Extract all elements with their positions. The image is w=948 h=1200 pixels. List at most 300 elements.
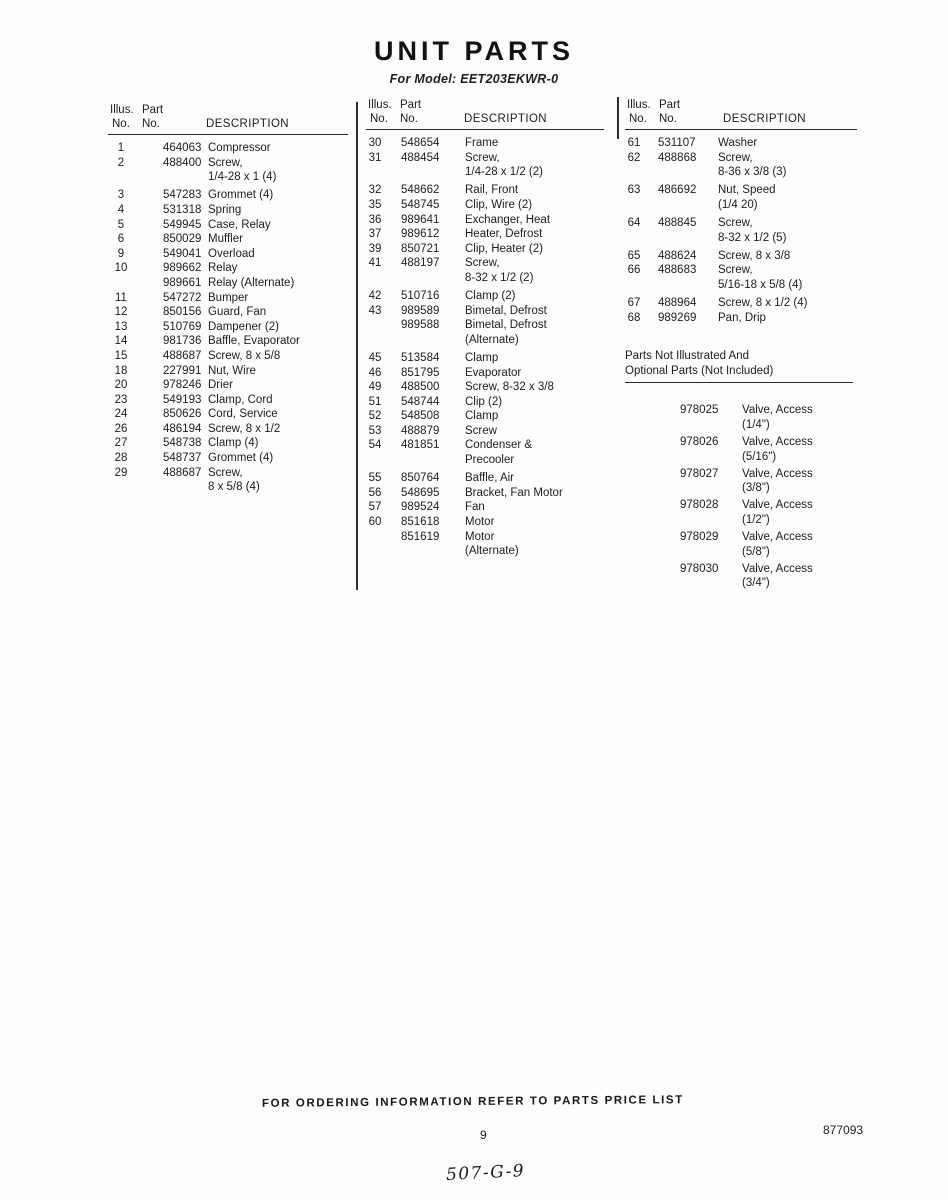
- part-no: 486692: [658, 184, 697, 197]
- illus-no: 46: [368, 366, 382, 379]
- illus-no: 45: [368, 351, 382, 364]
- parts-list-column-2: [366, 99, 604, 559]
- part-description: Clamp (2): [465, 290, 516, 303]
- parts-row: [366, 304, 604, 319]
- part-description: (5/16"): [742, 450, 777, 463]
- part-no: 548745: [401, 198, 440, 211]
- parts-row: [108, 141, 348, 156]
- part-no: 851619: [401, 530, 440, 543]
- part-no: 989641: [401, 213, 440, 226]
- parts-row: [625, 296, 857, 311]
- model-subtitle: For Model: EET203EKWR-0: [389, 72, 559, 86]
- illus-no: 6: [117, 233, 125, 246]
- illus-no: 3: [117, 189, 125, 202]
- illus-no: 53: [368, 424, 382, 437]
- parts-row: [366, 453, 604, 468]
- part-description: Drier: [208, 379, 233, 392]
- parts-row: [366, 351, 604, 366]
- column-divider-right: [617, 97, 619, 139]
- part-no: 850764: [401, 472, 440, 485]
- part-no: [134, 480, 208, 495]
- handwritten-note: 507-G-9: [445, 1160, 526, 1186]
- part-description: Grommet (4): [208, 189, 274, 202]
- part-description: Overload: [208, 247, 255, 260]
- page-number: 9: [480, 1128, 487, 1142]
- parts-row: [625, 198, 857, 213]
- header-rule: [108, 134, 348, 136]
- optional-part-row: [625, 530, 857, 545]
- parts-row: [366, 289, 604, 304]
- optional-parts-list: [625, 403, 857, 591]
- part-no: 548738: [163, 437, 202, 450]
- part-no: 981736: [163, 335, 202, 348]
- parts-row: [108, 218, 348, 233]
- optional-part-row: [625, 576, 857, 591]
- part-no: 486194: [163, 422, 202, 435]
- part-no: 547272: [163, 291, 202, 304]
- part-description: 8 x 5/8 (4): [208, 481, 260, 494]
- parts-row: [108, 276, 348, 291]
- part-no: 989661: [163, 276, 202, 289]
- description-header: DESCRIPTION: [464, 112, 547, 125]
- part-description: Clamp, Cord: [208, 393, 273, 406]
- part-description: Relay: [208, 262, 238, 275]
- illus-no: [625, 278, 643, 293]
- part-description: Screw, 8 x 1/2: [208, 422, 281, 435]
- illus-no: [108, 276, 134, 291]
- parts-row: [108, 291, 348, 306]
- parts-row: [108, 188, 348, 203]
- illus-no: [366, 318, 384, 333]
- illus-no: [625, 165, 643, 180]
- parts-row: [366, 366, 604, 381]
- part-description: (1/4 20): [718, 198, 758, 211]
- part-description: Cord, Service: [208, 408, 278, 421]
- illus-no: [108, 480, 134, 495]
- part-no: [680, 450, 742, 465]
- illus-no: 14: [114, 335, 128, 348]
- illus-no: 64: [627, 217, 641, 230]
- part-description: (Alternate): [465, 333, 519, 346]
- part-no: 850156: [163, 306, 202, 319]
- parts-row: [366, 136, 604, 151]
- parts-row: [366, 213, 604, 228]
- part-description: 8-32 x 1/2 (5): [718, 231, 787, 244]
- part-no: [384, 544, 465, 559]
- part-description: Clamp: [465, 351, 499, 364]
- parts-table-3: [625, 99, 857, 325]
- illus-no: 61: [627, 137, 641, 150]
- part-no: [643, 165, 718, 180]
- part-no: 488683: [658, 264, 697, 277]
- part-description: Washer: [718, 137, 758, 150]
- illus-no: 23: [114, 393, 128, 406]
- part-no: [680, 513, 742, 528]
- parts-row: [625, 263, 857, 278]
- part-no: 978026: [680, 436, 719, 449]
- parts-row: [625, 249, 857, 264]
- part-description: Bumper: [208, 291, 249, 304]
- part-description: Bimetal, Defrost: [465, 319, 547, 332]
- part-no: 531318: [163, 203, 202, 216]
- part-no: 488879: [401, 424, 440, 437]
- part-description: Frame: [465, 137, 499, 150]
- part-no: 978030: [680, 562, 719, 575]
- illus-no: 20: [114, 379, 128, 392]
- illus-no: [366, 453, 384, 468]
- part-no: 488964: [658, 297, 697, 310]
- illus-no: 11: [115, 291, 127, 304]
- parts-row: [366, 395, 604, 410]
- part-no: 989269: [658, 311, 697, 324]
- part-no: 488500: [401, 381, 440, 394]
- part-no: 989662: [163, 262, 202, 275]
- part-description: Valve, Access: [742, 562, 813, 575]
- part-no: 227991: [163, 364, 202, 377]
- part-description: Dampener (2): [208, 320, 279, 333]
- parts-row: [108, 451, 348, 466]
- part-no: [680, 545, 742, 560]
- part-description: Rail, Front: [465, 184, 519, 197]
- illus-no: 9: [117, 247, 125, 260]
- part-no: 978025: [680, 404, 719, 417]
- illus-no: 55: [368, 472, 382, 485]
- part-description: Valve, Access: [742, 467, 813, 480]
- part-description: (3/4"): [742, 577, 770, 590]
- part-no-header: No.: [142, 117, 160, 130]
- illus-no: 32: [368, 184, 382, 197]
- parts-row: [366, 500, 604, 515]
- part-description: Heater, Defrost: [465, 228, 543, 241]
- parts-row: [366, 424, 604, 439]
- part-header-label: Part: [659, 99, 681, 111]
- parts-row: [366, 380, 604, 395]
- parts-row: [625, 165, 857, 180]
- part-no: [643, 198, 718, 213]
- illus-no: [108, 170, 134, 185]
- part-description: 1/4-28 x 1/2 (2): [465, 166, 543, 179]
- illus-no: 39: [368, 242, 382, 255]
- parts-row: [108, 349, 348, 364]
- ordering-note: FOR ORDERING INFORMATION REFER TO PARTS PRICE LIST: [261, 1094, 684, 1110]
- part-no: 978029: [680, 531, 719, 544]
- illus-no: [625, 198, 643, 213]
- illus-header-label: Illus.: [110, 104, 134, 116]
- part-description: Relay (Alternate): [208, 276, 295, 289]
- part-description: Clamp (4): [208, 437, 259, 450]
- table-header: [366, 99, 604, 130]
- part-no: [384, 333, 465, 348]
- illus-no: 12: [114, 306, 128, 319]
- part-no: 548508: [401, 410, 440, 423]
- part-description: Bracket, Fan Motor: [465, 486, 563, 499]
- part-description: Screw,: [208, 466, 243, 479]
- optional-parts-heading: [625, 349, 853, 383]
- part-description: (1/2"): [742, 514, 770, 527]
- illus-no-header: No.: [629, 112, 647, 125]
- part-no: 850721: [401, 242, 440, 255]
- part-description: Screw,: [208, 156, 243, 169]
- parts-row: [625, 311, 857, 326]
- illus-no: 62: [627, 151, 641, 164]
- part-no: 548744: [401, 395, 440, 408]
- part-description: Compressor: [208, 142, 271, 155]
- part-description: 8-32 x 1/2 (2): [465, 271, 534, 284]
- optional-part-row: [625, 498, 857, 513]
- illus-no: 29: [114, 466, 128, 479]
- illus-header-label: Illus.: [627, 99, 651, 111]
- parts-row: [366, 165, 604, 180]
- parts-row: [108, 232, 348, 247]
- part-no: 989524: [401, 501, 440, 514]
- parts-row: [108, 156, 348, 171]
- parts-table-2: [366, 99, 604, 559]
- part-no: [384, 165, 465, 180]
- part-no: [643, 231, 718, 246]
- illus-no: [366, 165, 384, 180]
- part-description: Clip (2): [465, 395, 503, 408]
- illus-no: 36: [368, 213, 382, 226]
- part-no: 488624: [658, 249, 697, 262]
- parts-row: [108, 466, 348, 481]
- part-no: 488687: [163, 349, 202, 362]
- parts-row: [366, 256, 604, 271]
- part-no: 989612: [401, 228, 440, 241]
- part-no: [680, 481, 742, 496]
- parts-row: [108, 422, 348, 437]
- part-description: Muffler: [208, 233, 243, 246]
- parts-row: [108, 305, 348, 320]
- part-description: Screw, 8 x 1/2 (4): [718, 297, 808, 310]
- part-no: 549945: [163, 218, 202, 231]
- part-no: 549041: [163, 247, 202, 260]
- part-description: Condenser &: [465, 439, 533, 452]
- part-description: Valve, Access: [742, 436, 813, 449]
- parts-row: [108, 480, 348, 495]
- part-no: 978246: [163, 379, 202, 392]
- optional-heading-line1: Parts Not Illustrated And: [625, 350, 750, 363]
- part-no: 989589: [401, 304, 440, 317]
- illus-no: [366, 544, 384, 559]
- illus-no: [625, 231, 643, 246]
- optional-part-row: [625, 545, 857, 560]
- parts-row: [625, 136, 857, 151]
- part-description: Screw,: [465, 257, 500, 270]
- parts-row: [108, 334, 348, 349]
- part-description: Screw: [465, 424, 497, 437]
- part-header-label: Part: [400, 99, 422, 111]
- part-description: Motor: [465, 515, 495, 528]
- illus-no: 24: [114, 408, 128, 421]
- part-description: Evaporator: [465, 366, 522, 379]
- part-description: Clip, Heater (2): [465, 242, 543, 255]
- table-header: [108, 104, 348, 135]
- parts-list-column-1: [108, 104, 348, 495]
- part-no-header: No.: [400, 112, 418, 125]
- optional-part-row: [625, 513, 857, 528]
- illus-no: 13: [114, 320, 128, 333]
- parts-row: [366, 318, 604, 333]
- part-no: [384, 453, 465, 468]
- parts-row: [108, 320, 348, 335]
- parts-row: [366, 271, 604, 286]
- illus-no: 4: [117, 203, 125, 216]
- part-no: 488197: [401, 257, 440, 270]
- optional-part-row: [625, 403, 857, 418]
- optional-part-row: [625, 450, 857, 465]
- part-description: (5/8"): [742, 545, 770, 558]
- illus-no: 10: [114, 262, 128, 275]
- parts-row: [366, 242, 604, 257]
- parts-row: [108, 436, 348, 451]
- illus-no: 65: [627, 249, 641, 262]
- description-header: DESCRIPTION: [723, 112, 806, 125]
- parts-row: [366, 151, 604, 166]
- parts-row: [108, 364, 348, 379]
- part-no-header: No.: [659, 112, 677, 125]
- part-description: Valve, Access: [742, 404, 813, 417]
- illus-no: 2: [117, 156, 125, 169]
- parts-row: [625, 231, 857, 246]
- part-description: (3/8"): [742, 482, 770, 495]
- part-description: Spring: [208, 203, 242, 216]
- parts-row: [366, 333, 604, 348]
- part-description: Grommet (4): [208, 452, 274, 465]
- part-no: 851618: [401, 515, 440, 528]
- part-header-label: Part: [142, 104, 164, 116]
- optional-part-row: [625, 418, 857, 433]
- part-description: Case, Relay: [208, 218, 271, 231]
- part-description: Exchanger, Heat: [465, 213, 551, 226]
- parts-row: [108, 407, 348, 422]
- illus-no: 67: [627, 297, 641, 310]
- illus-no-header: No.: [112, 117, 130, 130]
- illus-no: 26: [114, 422, 128, 435]
- parts-row: [108, 378, 348, 393]
- part-no: 488400: [163, 156, 202, 169]
- parts-row: [625, 183, 857, 198]
- optional-part-row: [625, 562, 857, 577]
- optional-part-row: [625, 435, 857, 450]
- description-header: DESCRIPTION: [206, 117, 289, 130]
- parts-row: [366, 471, 604, 486]
- illus-no-header: No.: [370, 112, 388, 125]
- part-no: 850029: [163, 233, 202, 246]
- part-no: [680, 418, 742, 433]
- part-description: Precooler: [465, 454, 515, 467]
- parts-table-1: [108, 104, 348, 495]
- illus-no: 68: [627, 311, 641, 324]
- parts-row: [366, 198, 604, 213]
- part-no: [680, 576, 742, 591]
- part-no: 481851: [401, 439, 440, 452]
- part-description: Pan, Drip: [718, 311, 766, 324]
- parts-row: [108, 261, 348, 276]
- part-no: 850626: [163, 408, 202, 421]
- part-description: Guard, Fan: [208, 306, 267, 319]
- part-no: 851795: [401, 366, 440, 379]
- part-description: Clip, Wire (2): [465, 198, 533, 211]
- illus-no: 15: [114, 349, 128, 362]
- part-description: Screw,: [718, 217, 753, 230]
- part-description: Clamp: [465, 410, 499, 423]
- header-rule: [625, 129, 857, 131]
- part-description: Fan: [465, 501, 485, 514]
- parts-row: [366, 530, 604, 545]
- part-no: 488454: [401, 151, 440, 164]
- illus-no: 57: [368, 501, 382, 514]
- part-description: Motor: [465, 530, 495, 543]
- part-no: 510716: [401, 290, 440, 303]
- parts-row: [366, 409, 604, 424]
- optional-part-row: [625, 467, 857, 482]
- part-description: (Alternate): [465, 545, 519, 558]
- part-description: Screw,: [718, 264, 753, 277]
- optional-heading-line2: Optional Parts (Not Included): [625, 364, 774, 377]
- parts-row: [108, 393, 348, 408]
- illus-header-label: Illus.: [368, 99, 392, 111]
- part-no: 989588: [401, 319, 440, 332]
- illus-no: 37: [368, 228, 382, 241]
- part-description: 1/4-28 x 1 (4): [208, 171, 277, 184]
- part-no: 978027: [680, 467, 719, 480]
- part-no: 548662: [401, 184, 440, 197]
- illus-no: 18: [114, 364, 128, 377]
- parts-row: [625, 151, 857, 166]
- illus-no: [366, 271, 384, 286]
- parts-row: [108, 170, 348, 185]
- parts-row: [366, 183, 604, 198]
- optional-parts-section: [625, 349, 857, 591]
- part-no: 488687: [163, 466, 202, 479]
- illus-no: 31: [368, 151, 382, 164]
- page-title: UNIT PARTS: [374, 36, 574, 66]
- illus-no: [366, 333, 384, 348]
- parts-row: [366, 515, 604, 530]
- header-rule: [366, 129, 604, 131]
- part-description: Bimetal, Defrost: [465, 304, 547, 317]
- illus-no: 28: [114, 452, 128, 465]
- illus-no: 51: [368, 395, 382, 408]
- part-no: 548654: [401, 137, 440, 150]
- part-description: Screw, 8 x 5/8: [208, 349, 281, 362]
- illus-no: 1: [117, 142, 125, 155]
- part-no: [134, 170, 208, 185]
- illus-no: 35: [368, 198, 382, 211]
- part-description: Baffle, Air: [465, 472, 515, 485]
- illus-no: 49: [368, 381, 382, 394]
- illus-no: 52: [368, 410, 382, 423]
- parts-row: [366, 227, 604, 242]
- parts-row: [625, 278, 857, 293]
- part-no: 549193: [163, 393, 202, 406]
- illus-no: 43: [368, 304, 382, 317]
- part-description: Screw, 8-32 x 3/8: [465, 381, 554, 394]
- part-no: 548737: [163, 452, 202, 465]
- part-no: 978028: [680, 499, 719, 512]
- parts-list-column-3: [625, 99, 857, 594]
- illus-no: 42: [368, 290, 382, 303]
- table-header: [625, 99, 857, 130]
- illus-no: 60: [368, 515, 382, 528]
- part-no: 488845: [658, 217, 697, 230]
- part-no: [643, 278, 718, 293]
- illus-no: 63: [627, 184, 641, 197]
- part-no: 531107: [658, 137, 696, 150]
- parts-row: [366, 486, 604, 501]
- part-description: Screw,: [465, 151, 500, 164]
- parts-row: [366, 544, 604, 559]
